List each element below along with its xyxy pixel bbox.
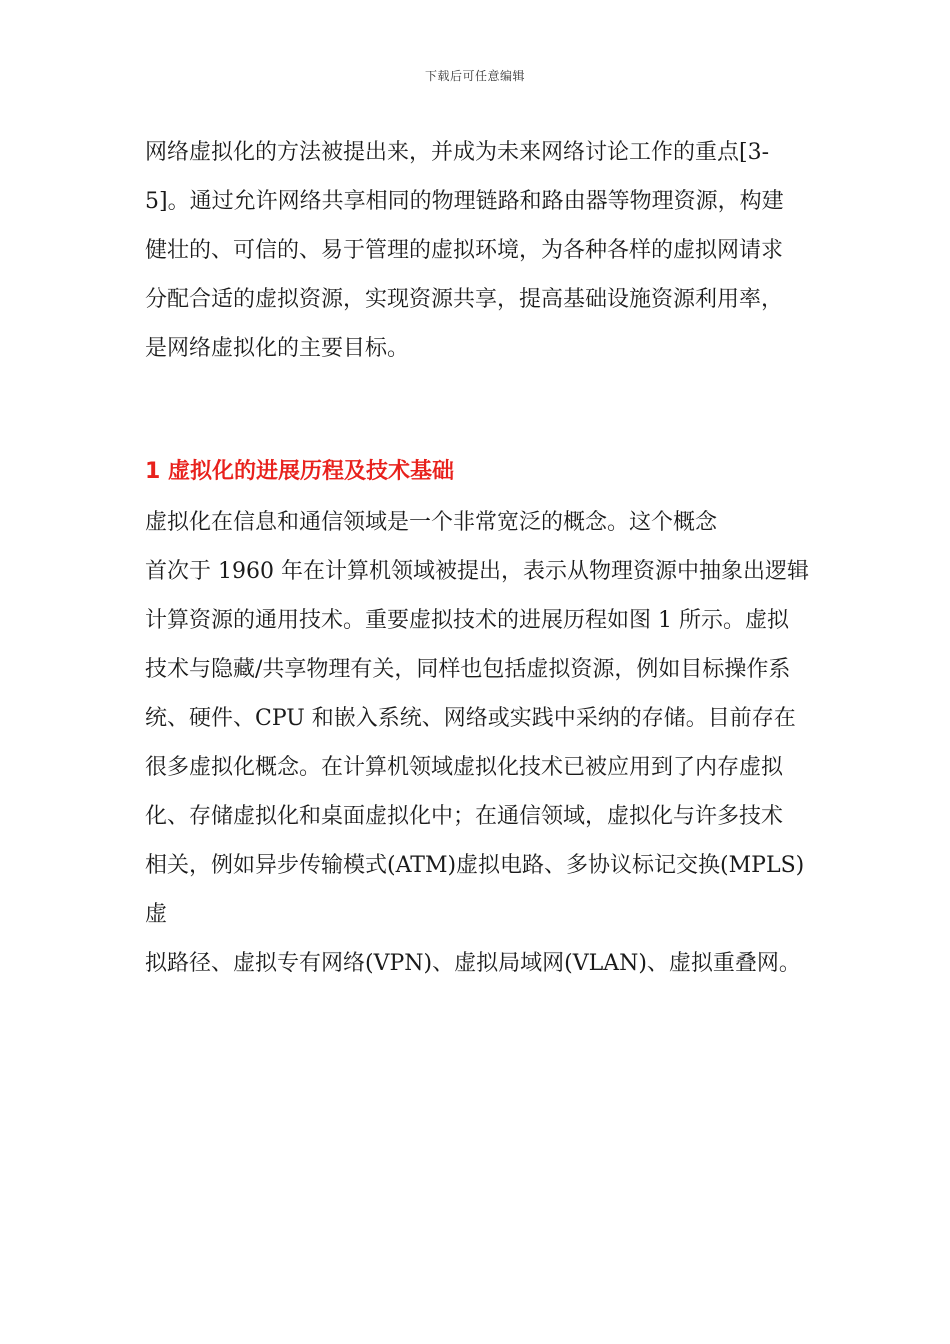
section-paragraph: 虚拟化在信息和通信领域是一个非常宽泛的概念。这个概念 首次于 1960 年在计算机领域被提出，表示从物理资源中抽象出逻辑 计算资源的通用技术。重要虚拟技术的进展历程如图 1 所示。虚拟 技术与隐藏/共享物理有关，同样也包括虚拟资源，例如目标操作系 统、硬件、CPU 和嵌入系统、网络或实践中采纳的存储。目前存在 很多虚拟化概念。在计算机领域虚拟化技术已被应用到了内存虚拟 化、存储虚拟化和桌面虚拟化中；在通信领域，虚拟化与许多技术 相关，例如异步传输模式(ATM)虚拟电路、多协议标记交换(MPLS)虚 拟路径、虚拟专有网络(VPN)、虚拟局域网(VLAN)、虚拟重叠网。 <box>145 510 809 976</box>
intro-paragraph: 网络虚拟化的方法被提出来，并成为未来网络讨论工作的重点[3- 5]。通过允许网络共享相同的物理链路和路由器等物理资源，构建 健壮的、可信的、易于管理的虚拟环境，为各种各样的虚拟网请求 分配合适的虚拟资源，实现资源共享，提高基础设施资源利用率， 是网络虚拟化的主要目标。 <box>145 140 784 361</box>
header-note: 下载后可任意编辑 <box>424 69 525 83</box>
section-heading: 1 虚拟化的进展历程及技术基础 <box>145 459 454 484</box>
